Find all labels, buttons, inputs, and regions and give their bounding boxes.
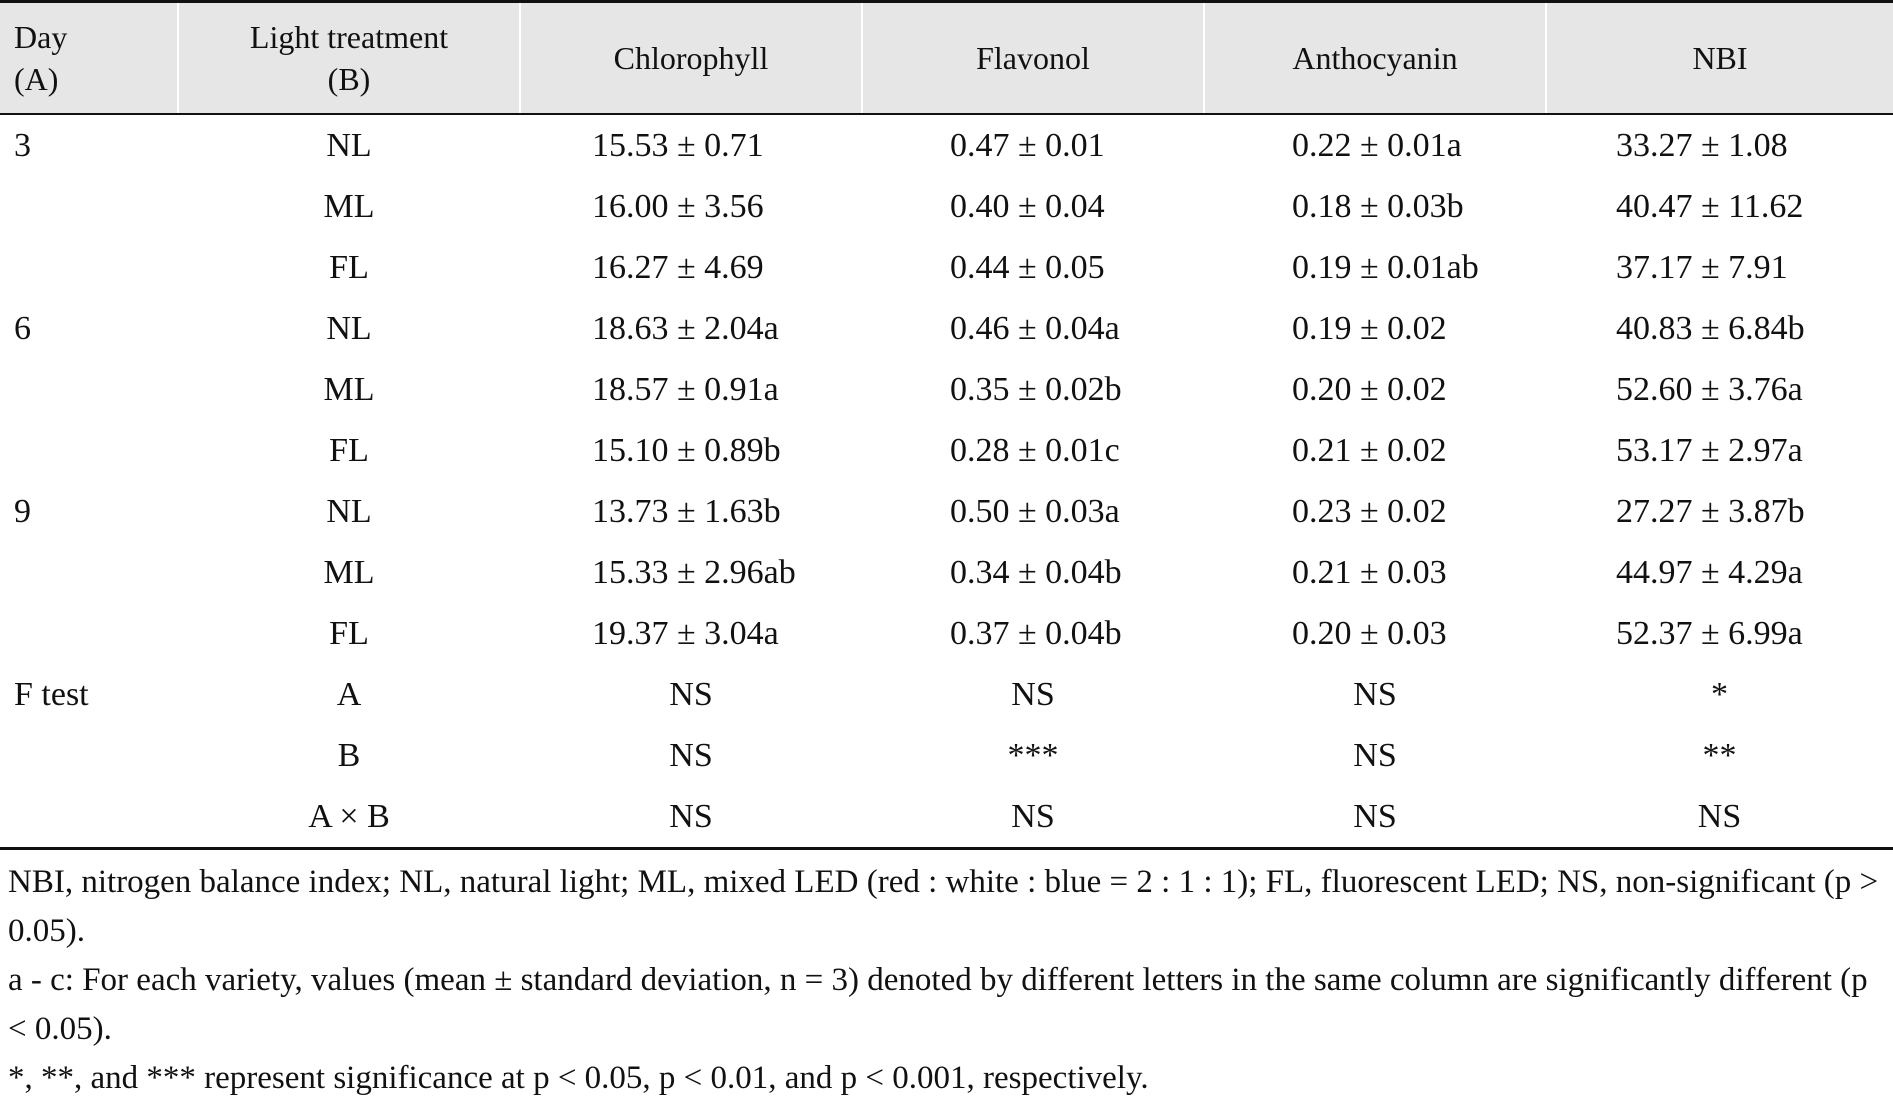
cell-anthocyanin: 0.22 ± 0.01a — [1292, 127, 1462, 164]
cell-anthocyanin-sig: NS — [1204, 786, 1546, 849]
header-anthocyanin: Anthocyanin — [1204, 2, 1546, 115]
header-row — [0, 2, 1893, 115]
header-treat-line2: (B) — [327, 61, 371, 97]
cell-anthocyanin-sig: NS — [1353, 676, 1397, 713]
cell-ftest-label — [0, 786, 178, 849]
cell-flavonol: 0.44 ± 0.05 — [950, 249, 1105, 286]
cell-nbi: 44.97 ± 4.29a — [1616, 554, 1803, 591]
cell-treatment: FL — [329, 249, 369, 286]
cell-flavonol: 0.28 ± 0.01c — [950, 432, 1120, 469]
cell-day — [0, 176, 178, 237]
cell-flavonol-sig: NS — [862, 786, 1204, 849]
cell-nbi: 52.37 ± 6.99a — [1616, 615, 1803, 652]
cell-ftest-label: F test — [14, 676, 89, 713]
cell-flavonol: 0.50 ± 0.03a — [950, 493, 1120, 530]
table-row — [0, 298, 1893, 359]
footnote-letters: a - c: For each variety, values (mean ± standard deviation, n = 3) denoted by different letters in the same column are significantly different (p < 0.05). — [8, 962, 1868, 1047]
cell-nbi-sig: * — [1711, 676, 1728, 713]
cell-factor: A — [336, 676, 362, 713]
table-row — [0, 603, 1893, 664]
cell-nbi-sig: ** — [1702, 737, 1737, 774]
cell-nbi: 37.17 ± 7.91 — [1616, 249, 1788, 286]
cell-nbi: 33.27 ± 1.08 — [1616, 127, 1788, 164]
cell-chlorophyll: 15.10 ± 0.89b — [592, 432, 781, 469]
cell-treatment: NL — [326, 310, 372, 347]
ftest-row — [0, 786, 1893, 849]
cell-chlorophyll: 18.57 ± 0.91a — [592, 371, 779, 408]
header-light-treatment — [178, 2, 520, 115]
cell-chlorophyll: 15.53 ± 0.71 — [592, 127, 764, 164]
cell-chlorophyll-sig: NS — [669, 737, 713, 774]
cell-anthocyanin: 0.20 ± 0.02 — [1292, 371, 1447, 408]
cell-day: 6 — [14, 310, 31, 347]
ftest-row — [0, 725, 1893, 786]
footnote-significance: *, **, and *** represent significance at p < 0.05, p < 0.01, and p < 0.001, respectively. — [8, 1060, 1149, 1096]
cell-anthocyanin: 0.19 ± 0.02 — [1292, 310, 1447, 347]
cell-flavonol: 0.47 ± 0.01 — [950, 127, 1105, 164]
cell-chlorophyll: 19.37 ± 3.04a — [592, 615, 779, 652]
cell-day — [0, 420, 178, 481]
footnote-abbreviations: NBI, nitrogen balance index; NL, natural light; ML, mixed LED (red : white : blue = 2 : 1 : 1); FL, fluorescent LED; NS, non-significant (p > 0.05). — [8, 864, 1879, 949]
cell-chlorophyll: 15.33 ± 2.96ab — [592, 554, 796, 591]
cell-anthocyanin: 0.18 ± 0.03b — [1292, 188, 1464, 225]
cell-flavonol-sig: *** — [1007, 737, 1059, 774]
cell-chlorophyll: 16.27 ± 4.69 — [592, 249, 764, 286]
cell-day — [0, 603, 178, 664]
cell-chlorophyll: 13.73 ± 1.63b — [592, 493, 781, 530]
cell-chlorophyll: 16.00 ± 3.56 — [592, 188, 764, 225]
cell-flavonol: 0.34 ± 0.04b — [950, 554, 1122, 591]
cell-treatment: ML — [323, 188, 375, 225]
cell-anthocyanin: 0.21 ± 0.02 — [1292, 432, 1447, 469]
cell-flavonol: 0.46 ± 0.04a — [950, 310, 1120, 347]
cell-chlorophyll-sig: NS — [520, 786, 862, 849]
cell-factor: A × B — [178, 786, 520, 849]
table-row — [0, 237, 1893, 298]
cell-treatment: FL — [329, 615, 369, 652]
cell-nbi-sig: NS — [1546, 786, 1893, 849]
cell-treatment: NL — [326, 127, 372, 164]
cell-nbi: 40.83 ± 6.84b — [1616, 310, 1805, 347]
cell-day — [0, 237, 178, 298]
header-treat-line1: Light treatment — [249, 19, 449, 55]
cell-treatment: ML — [323, 371, 375, 408]
cell-treatment: NL — [326, 493, 372, 530]
cell-anthocyanin: 0.19 ± 0.01ab — [1292, 249, 1479, 286]
table-row — [0, 359, 1893, 420]
cell-ftest-label — [0, 725, 178, 786]
cell-flavonol: 0.37 ± 0.04b — [950, 615, 1122, 652]
cell-flavonol-sig: NS — [1011, 676, 1055, 713]
cell-anthocyanin: 0.21 ± 0.03 — [1292, 554, 1447, 591]
cell-chlorophyll: 18.63 ± 2.04a — [592, 310, 779, 347]
cell-day: 9 — [14, 493, 31, 530]
table-body — [0, 114, 1893, 849]
cell-nbi: 53.17 ± 2.97a — [1616, 432, 1803, 469]
cell-anthocyanin: 0.23 ± 0.02 — [1292, 493, 1447, 530]
cell-factor: B — [337, 737, 361, 774]
table-row — [0, 176, 1893, 237]
cell-flavonol: 0.35 ± 0.02b — [950, 371, 1122, 408]
cell-anthocyanin: 0.20 ± 0.03 — [1292, 615, 1447, 652]
cell-day: 3 — [14, 127, 31, 164]
table-row — [0, 481, 1893, 542]
header-day-line2: (A) — [14, 61, 59, 97]
table-row — [0, 114, 1893, 176]
header-day-line1: Day — [14, 19, 68, 55]
ftest-row — [0, 664, 1893, 725]
cell-day — [0, 542, 178, 603]
header-day — [0, 2, 178, 115]
header-flavonol: Flavonol — [862, 2, 1204, 115]
cell-chlorophyll-sig: NS — [669, 676, 713, 713]
cell-nbi: 40.47 ± 11.62 — [1616, 188, 1804, 225]
cell-treatment: ML — [323, 554, 375, 591]
table-row — [0, 542, 1893, 603]
cell-nbi: 52.60 ± 3.76a — [1616, 371, 1803, 408]
table-row — [0, 420, 1893, 481]
table-footnotes — [8, 858, 1886, 1103]
cell-nbi: 27.27 ± 3.87b — [1616, 493, 1805, 530]
header-chlorophyll: Chlorophyll — [520, 2, 862, 115]
cell-anthocyanin-sig: NS — [1353, 737, 1397, 774]
cell-flavonol: 0.40 ± 0.04 — [950, 188, 1105, 225]
cell-treatment: FL — [329, 432, 369, 469]
cell-day — [0, 359, 178, 420]
header-nbi: NBI — [1546, 2, 1893, 115]
table-header — [0, 2, 1893, 115]
